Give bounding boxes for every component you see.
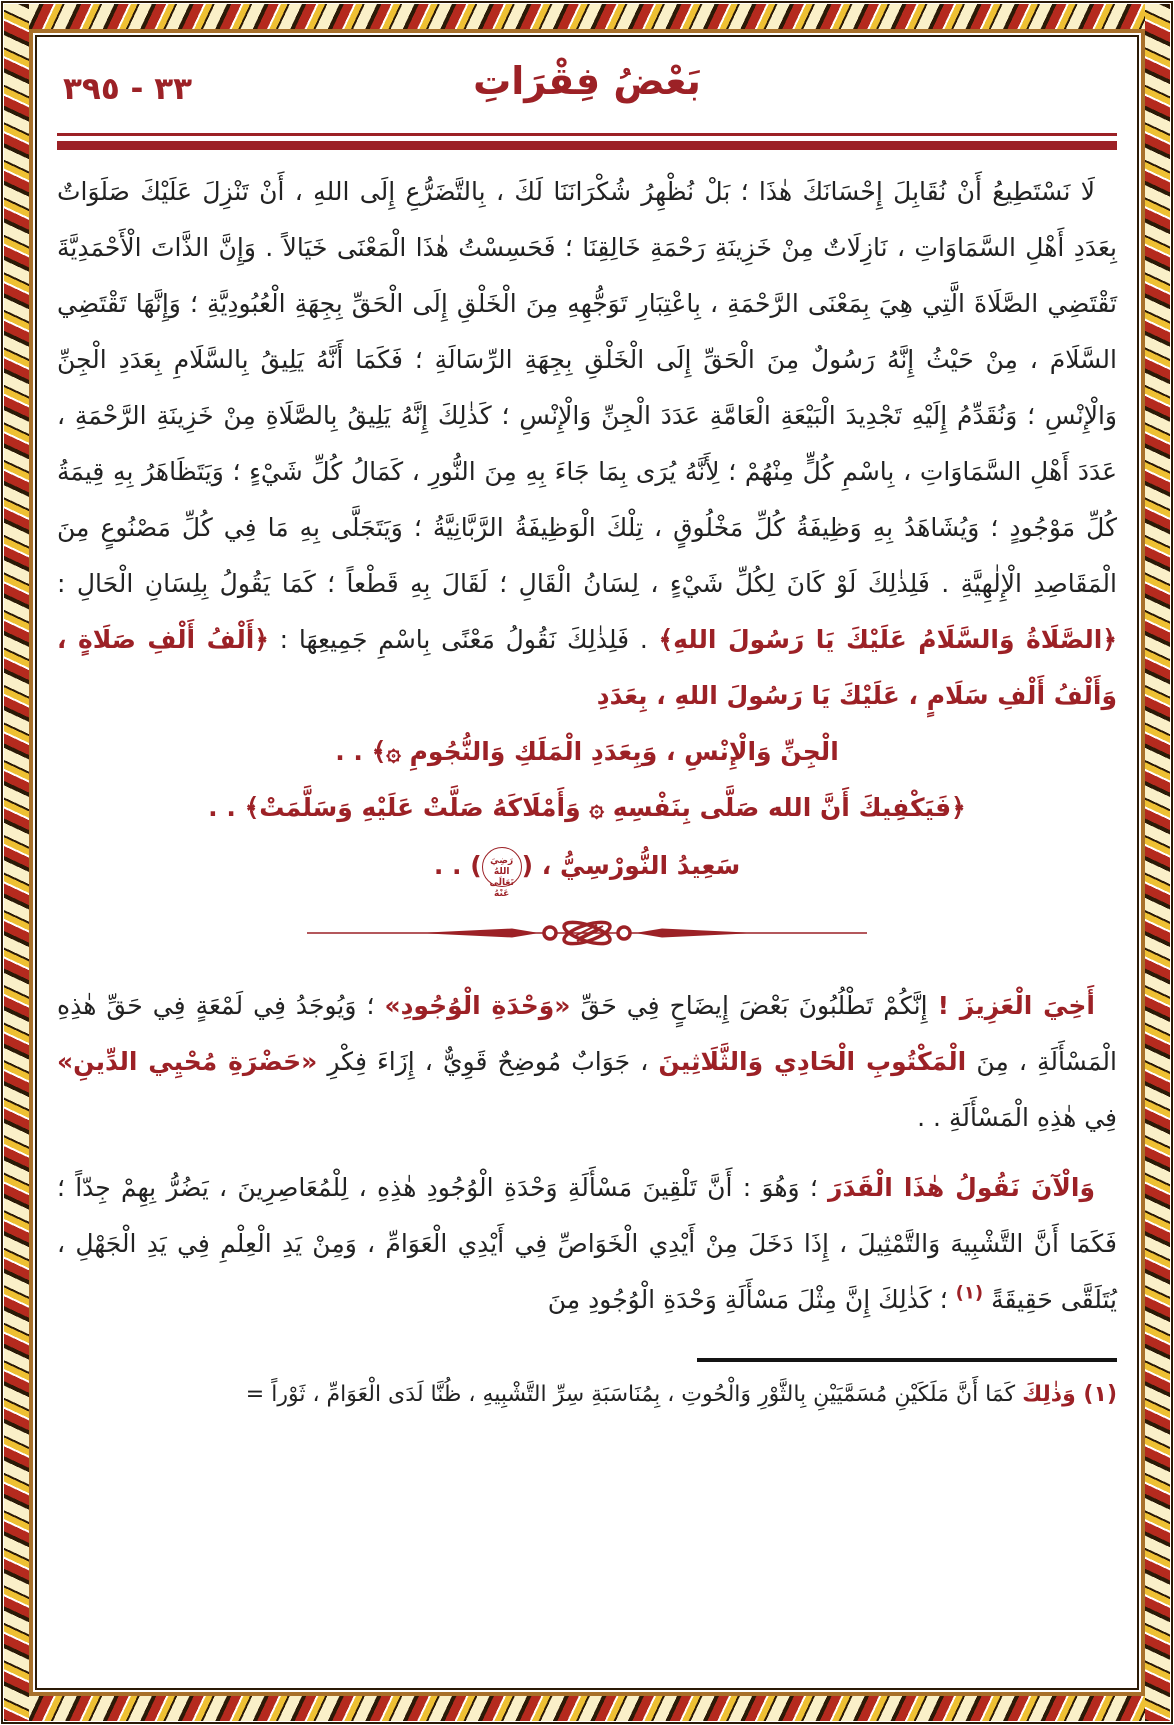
ornamental-divider-graphic <box>307 918 867 948</box>
signature-tail: ) . . <box>433 851 482 880</box>
p3-lead: وَالْآنَ نَقُولُ هٰذَا الْقَدَرَ <box>828 1173 1096 1202</box>
p2-term-2: الْمَكْتُوبِ الْحَادِي وَالثَّلَاثِينَ <box>658 1047 967 1076</box>
p2-text-2: ؛ وَيُوجَدُ فِي لَمْعَةٍ فِي حَقِّ هٰذِهِ الْمَسْأَلَةِ ، مِنَ <box>57 991 1117 1076</box>
p2-term-1: «وَحْدَةِ الْوُجُودِ» <box>384 991 571 1020</box>
page-number: ٣٣ - ٣٩٥ <box>63 71 193 107</box>
footnote-reference-marker: (١) <box>955 1282 984 1304</box>
footnote-body: كَمَا أَنَّ مَلَكَيْنِ مُسَمَّيَيْنِ بِالثَّوْرِ وَالْحُوتِ ، بِمُنَاسَبَةِ سِرِّ التَّشْبِيهِ ، ظُنَّا لَدَى الْعَوَامِّ ، ثَوْراً = <box>245 1382 1023 1407</box>
paragraph-1 <box>57 164 1117 724</box>
signature-line <box>57 836 1117 899</box>
page-content <box>37 37 1137 1688</box>
paragraph-3 <box>57 1160 1117 1328</box>
ornamental-border-right <box>1145 4 1170 1721</box>
ornamental-divider <box>57 918 1117 952</box>
verse-line: ﴿فَيَكْفِيكَ أَنَّ الله صَلَّى بِنَفْسِهِ ۞ وَأَمْلَاكَهُ صَلَّتْ عَلَيْهِ وَسَلَّمَتْ﴾ . . <box>208 793 966 822</box>
p1-quote-2: ﴿أَلْفُ أَلْفِ صَلَاةٍ ، وَأَلْفُ أَلْفِ سَلَامٍ ، عَلَيْكَ يَا رَسُولَ اللهِ ، بِعَدَدِ <box>57 625 1117 710</box>
p1-quote-1: ﴿الصَّلَاةُ وَالسَّلَامُ عَلَيْكَ يَا رَسُولَ اللهِ﴾ <box>658 625 1117 654</box>
p3-text-1: ؛ وَهُوَ : أَنَّ تَلْقِينَ مَسْأَلَةِ وَحْدَةِ الْوُجُودِ هٰذِهِ ، لِلْمُعَاصِرِينَ ، يَضُرُّ بِهِمْ جِدّاً ؛ فَكَمَا أَنَّ التَّشْبِيهَ وَالتَّمْثِيلَ ، إِذَا دَخَلَ مِنْ أَيْدِي الْخَوَاصِّ فِي أَيْدِي الْعَوَامِّ ، وَمِنْ يَدِ الْعِلْمِ فِي يَدِ الْجَهْلِ ، يُتَلَقَّى حَقِيقَةً <box>57 1173 1117 1314</box>
ornamental-border-top <box>4 4 1170 29</box>
footnote-lead: (١) وَذٰلِكَ <box>1022 1382 1117 1407</box>
signature-name: سَعِيدُ النُّورْسِيُّ ، ( <box>521 851 741 880</box>
p2-text-3: ، جَوَابٌ مُوضِحٌ قَوِيٌّ ، إِزَاءَ فِكْرِ <box>317 1047 659 1076</box>
footnote-text <box>57 1374 1117 1416</box>
header-rule-thin <box>57 133 1117 136</box>
page-header <box>57 59 1117 123</box>
p2-text-4: فِي هٰذِهِ الْمَسْأَلَةِ . . <box>917 1103 1117 1132</box>
ornamental-border-left <box>4 4 29 1721</box>
p2-text-1: إِنَّكُمْ تَطْلُبُونَ بَعْضَ إِيضَاحٍ فِي حَقِّ <box>570 991 938 1020</box>
quote-continuation-line: الْجِنِّ وَالْإِنْسِ ، وَبِعَدَدِ الْمَلَكِ وَالنُّجُومِ ۞﴾ . . <box>335 737 839 766</box>
p3-text-2: ؛ كَذٰلِكَ إِنَّ مِثْلَ مَسْأَلَةِ وَحْدَةِ الْوُجُودِ مِنَ <box>547 1285 956 1314</box>
page-title: بَعْضُ فِقْرَاتِ <box>473 59 701 103</box>
header-rule-thick <box>57 141 1117 150</box>
paragraph-2 <box>57 978 1117 1146</box>
ornamental-border-bottom <box>4 1696 1170 1721</box>
footnote-separator-rule <box>697 1358 1117 1362</box>
p2-lead: أَخِيَ الْعَزِيزَ ! <box>937 991 1095 1020</box>
p1-text-2: . فَلِذٰلِكَ نَقُولُ مَعْنًى بِاسْمِ جَمِيعِهَا : <box>268 625 659 654</box>
header-double-rule <box>57 133 1117 150</box>
radi-allahu-anhu-seal-icon: رَضِيَ اللهُ تَعَالَى عَنْهُ <box>482 847 522 887</box>
p1-text-1: لَا نَسْتَطِيعُ أَنْ نُقَابِلَ إِحْسَانَكَ هٰذَا ؛ بَلْ نُظْهِرُ شُكْرَانَنَا لَكَ ، بِالتَّضَرُّعِ إِلَى اللهِ ، أَنْ تَنْزِلَ عَلَيْكَ صَلَوَاتٌ بِعَدَدِ أَهْلِ السَّمَاوَاتِ ، نَازِلَاتٌ مِنْ خَزِينَةِ رَحْمَةِ خَالِقِنَا ؛ فَحَسِسْتُ هٰذَا الْمَعْنَى خَيَالاً . وَإِنَّ الذَّاتَ الْأَحْمَدِيَّةَ تَقْتَضِي الصَّلَاةَ الَّتِي هِيَ بِمَعْنَى الرَّحْمَةِ ، بِاعْتِبَارِ تَوَجُّهِهِ مِنَ الْخَلْقِ إِلَى الْحَقِّ بِجِهَةِ الْعُبُودِيَّةِ ؛ وَإِنَّهَا تَقْتَضِي السَّلَامَ ، مِنْ حَيْثُ إِنَّهُ رَسُولٌ مِنَ الْحَقِّ إِلَى الْخَلْقِ بِجِهَةِ الرِّسَالَةِ ؛ فَكَمَا أَنَّهُ يَلِيقُ بِالسَّلَامِ بِعَدَدِ الْجِنِّ وَالْإِنْسِ ؛ وَنُقَدِّمُ إِلَيْهِ تَجْدِيدَ الْبَيْعَةِ الْعَامَّةِ عَدَدَ الْجِنِّ وَالْإِنْسِ ؛ كَذٰلِكَ إِنَّهُ يَلِيقُ بِالصَّلَاةِ مِنْ خَزِينَةِ الرَّحْمَةِ ، عَدَدَ أَهْلِ السَّمَاوَاتِ ، بِاسْمِ كُلٍّ مِنْهُمْ ؛ لِأَنَّهُ يُرَى بِمَا جَاءَ بِهِ مِنَ النُّورِ ، كَمَالُ كُلِّ شَيْءٍ ؛ وَيَتَظَاهَرُ بِهِ قِيمَةُ كُلِّ مَوْجُودٍ ؛ وَيُشَاهَدُ بِهِ وَظِيفَةُ كُلِّ مَخْلُوقٍ ، تِلْكَ الْوَظِيفَةُ الرَّبَّانِيَّةُ ؛ وَيَتَجَلَّى بِهِ مَا فِي كُلِّ مَصْنُوعٍ مِنَ الْمَقَاصِدِ الْإِلٰهِيَّةِ . فَلِذٰلِكَ لَوْ كَانَ لِكُلِّ شَيْءٍ ، لِسَانُ الْقَالِ ؛ لَقَالَ بِهِ قَطْعاً ؛ كَمَا يَقُولُ بِلِسَانِ الْحَالِ : <box>57 177 1117 598</box>
p2-term-3: «حَضْرَةِ مُحْيِي الدِّينِ» <box>57 1047 318 1076</box>
